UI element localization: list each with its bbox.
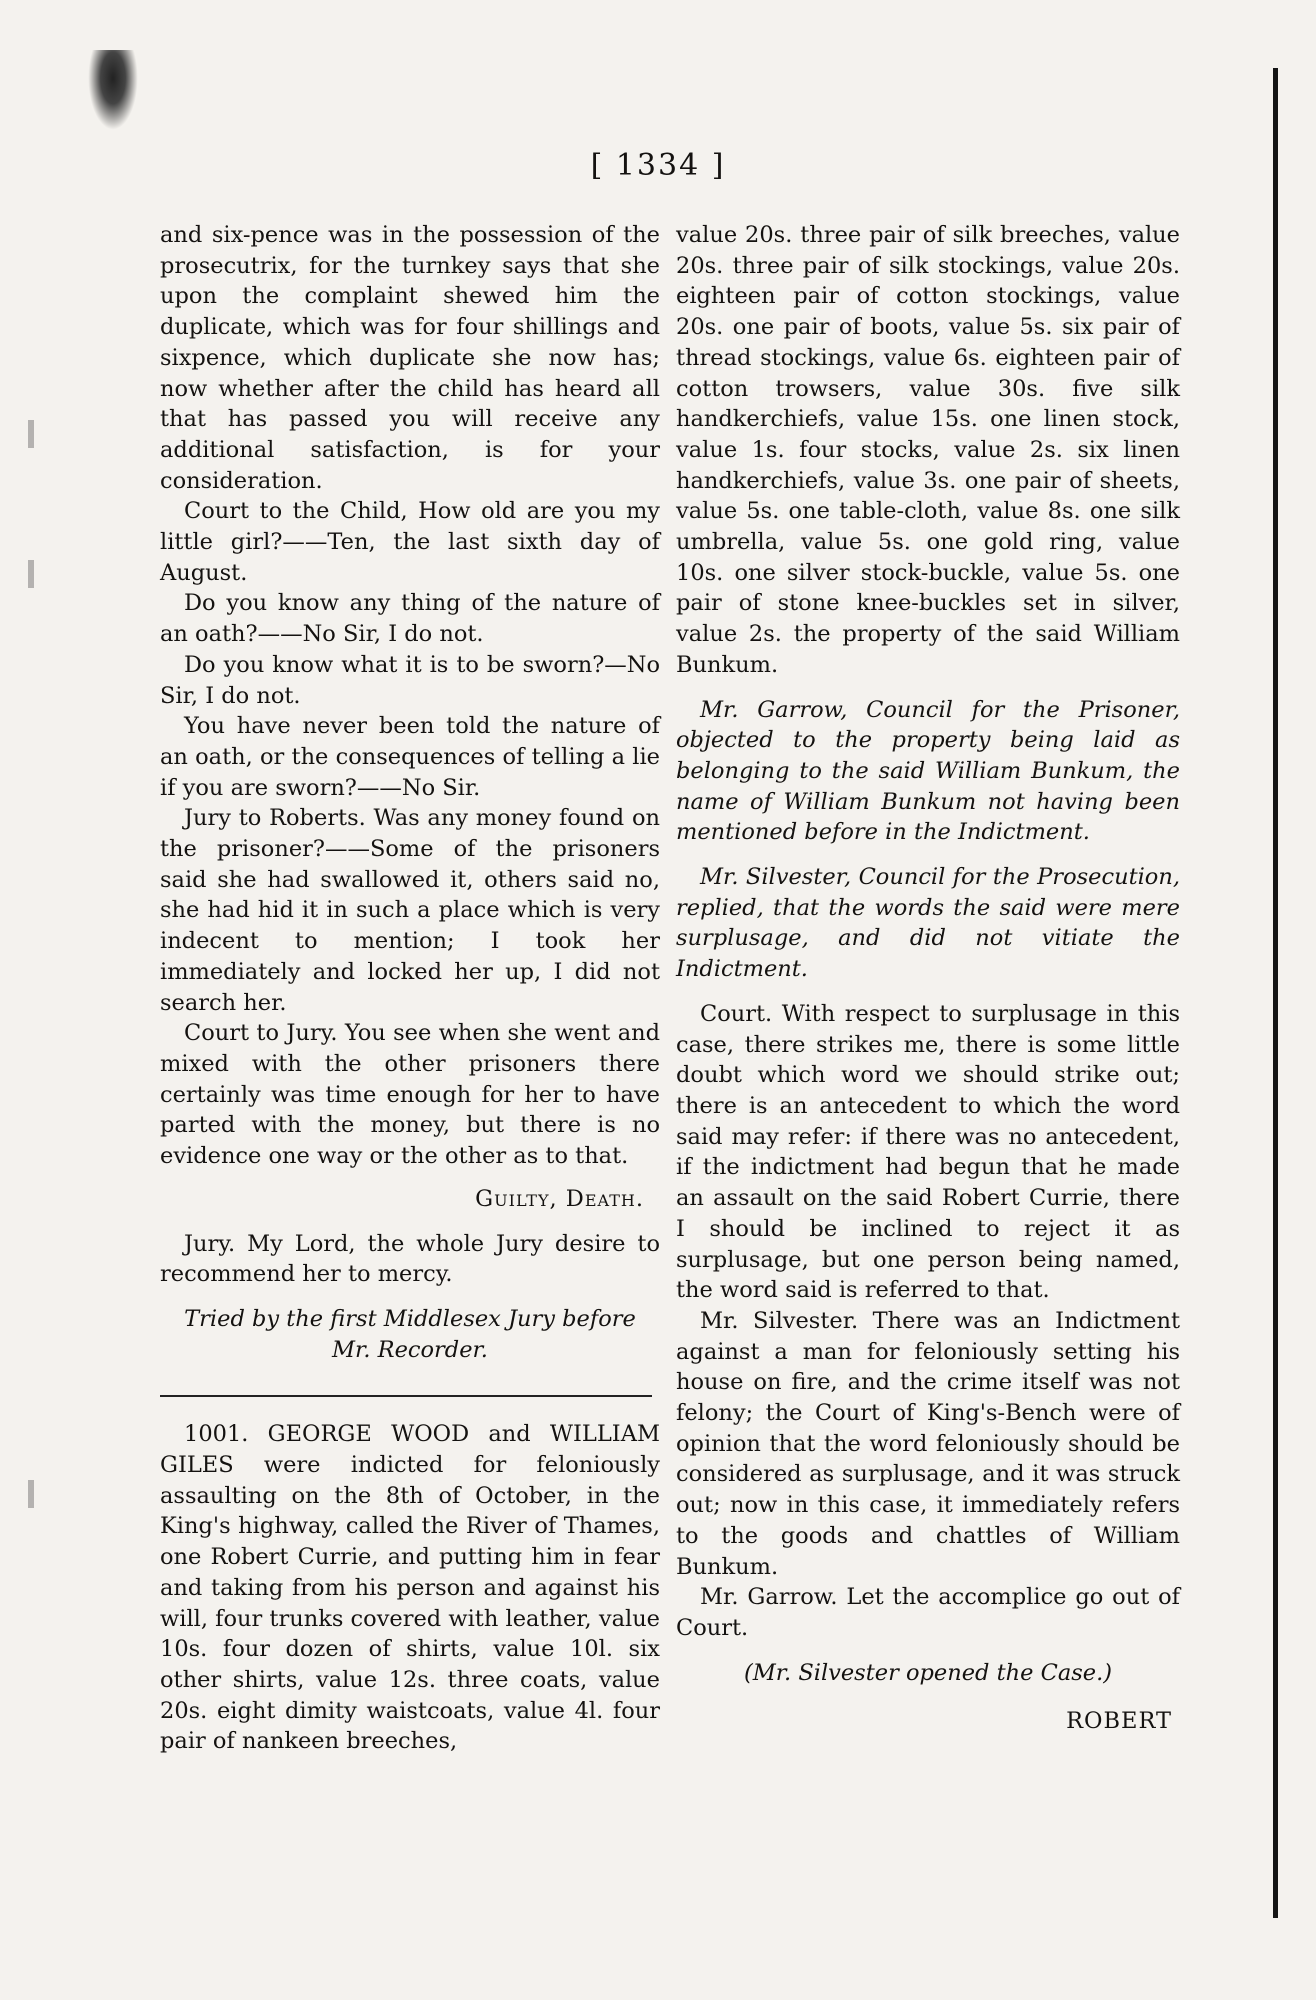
right-column xyxy=(676,220,1180,1737)
paragraph: Mr. Silvester, Council for the Prosecution, replied, that the words the said were mere surplusage, and did not vitiate the Indictment. xyxy=(676,864,1180,983)
paragraph: Do you know any thing of the nature of an oath?——No Sir, I do not. xyxy=(160,590,660,648)
paragraph: Mr. Garrow. Let the accomplice go out of Court. xyxy=(676,1584,1180,1641)
paragraph: Court to Jury. You see when she went and mixed with the other prisoners there certainly was time enough for her to have parted with the money, but there is no evidence one way or the other as to that. xyxy=(160,1020,660,1170)
page-number: [ 1334 ] xyxy=(590,148,726,183)
edge-mark xyxy=(28,1480,34,1508)
verdict: Guilty, Death. xyxy=(475,1185,644,1212)
paragraph: and six-pence was in the possession of the prosecutrix, for the turnkey says that she upon the complaint shewed him the duplicate, which was for four shillings and sixpence, which duplicate she now has; now whether after the child has heard all that has passed you will receive any additional satisfaction, is for your consideration. xyxy=(160,222,660,494)
paragraph: Court. With respect to surplusage in this case, there strikes me, there is some little doubt which word we should strike out; there is an antecedent to which the word said may refer: if there was no antecedent, if the indictment had begun that he made an assault on the said Robert Currie, there I should be inclined to reject it as surplusage, but one person being named, the word said is referred to that. xyxy=(676,1000,1180,1304)
paragraph: You have never been told the nature of an oath, or the consequences of telling a lie if you are sworn?——No Sir. xyxy=(160,713,660,801)
paragraph: Do you know what it is to be sworn?—No Sir, I do not. xyxy=(160,651,660,709)
paragraph: value 20s. three pair of silk breeches, value 20s. three pair of silk stockings, value 20s. eighteen pair of cotton stockings, value 20s. one pair of boots, value 5s. six pair of thread stockings, value 6s. eighteen pair of cotton trowsers, value 30s. five silk handkerchiefs, value 15s. one linen stock, value 1s. four stocks, value 2s. six linen handkerchiefs, value 3s. one pair of sheets, value 5s. one table-cloth, value 8s. one silk umbrella, value 5s. one gold ring, value 10s. one silver stock-buckle, value 5s. one pair of stone knee-buckles set in silver, value 2s. the property of the said William Bunkum. xyxy=(676,222,1180,678)
page-spine-rule xyxy=(1273,68,1278,1918)
paragraph: Mr. Garrow, Council for the Prisoner, objected to the property being laid as belonging to the said William Bunkum, the name of William Bunkum not having been mentioned before in the Indictment. xyxy=(676,696,1180,846)
paragraph: Court to the Child, How old are you my little girl?——Ten, the last sixth day of August. xyxy=(160,498,660,586)
section-divider xyxy=(160,1395,652,1397)
paragraph: Mr. Silvester. There was an Indictment against a man for feloniously setting his house on fire, and the crime itself was not felony; the Court of King's-Bench were of opinion that the word feloniously should be considered as surplusage, and it was struck out; now in this case, it immediately refers to the goods and chattles of William Bunkum. xyxy=(676,1307,1180,1580)
edge-mark xyxy=(28,560,34,588)
jury-recommendation: Jury. My Lord, the whole Jury desire to recommend her to mercy. xyxy=(160,1230,660,1288)
ink-blot xyxy=(88,50,138,130)
left-column xyxy=(160,220,660,1757)
catchword: ROBERT xyxy=(1066,1708,1172,1735)
tried-line: Mr. Recorder. xyxy=(332,1336,488,1363)
case-paragraph: 1001. GEORGE WOOD and WILLIAM GILES were indicted for feloniously assaulting on the 8th of October, in the King's highway, called the River of Thames, one Robert Currie, and putting him in fear and taking from his person and against his will, four trunks covered with leather, value 10s. four dozen of shirts, value 10l. six other shirts, value 12s. three coats, value 20s. eight dimity waistcoats, value 4l. four pair of nankeen breeches, xyxy=(160,1421,660,1755)
case-opened-note: (Mr. Silvester opened the Case.) xyxy=(743,1659,1113,1686)
tried-line: Tried by the first Middlesex Jury before xyxy=(184,1305,636,1332)
edge-mark xyxy=(28,420,34,448)
paragraph: Jury to Roberts. Was any money found on the prisoner?——Some of the prisoners said she had swallowed it, others said no, she had hid it in such a place which is very indecent to mention; I took her immediately and locked her up, I did not search her. xyxy=(160,805,660,1016)
